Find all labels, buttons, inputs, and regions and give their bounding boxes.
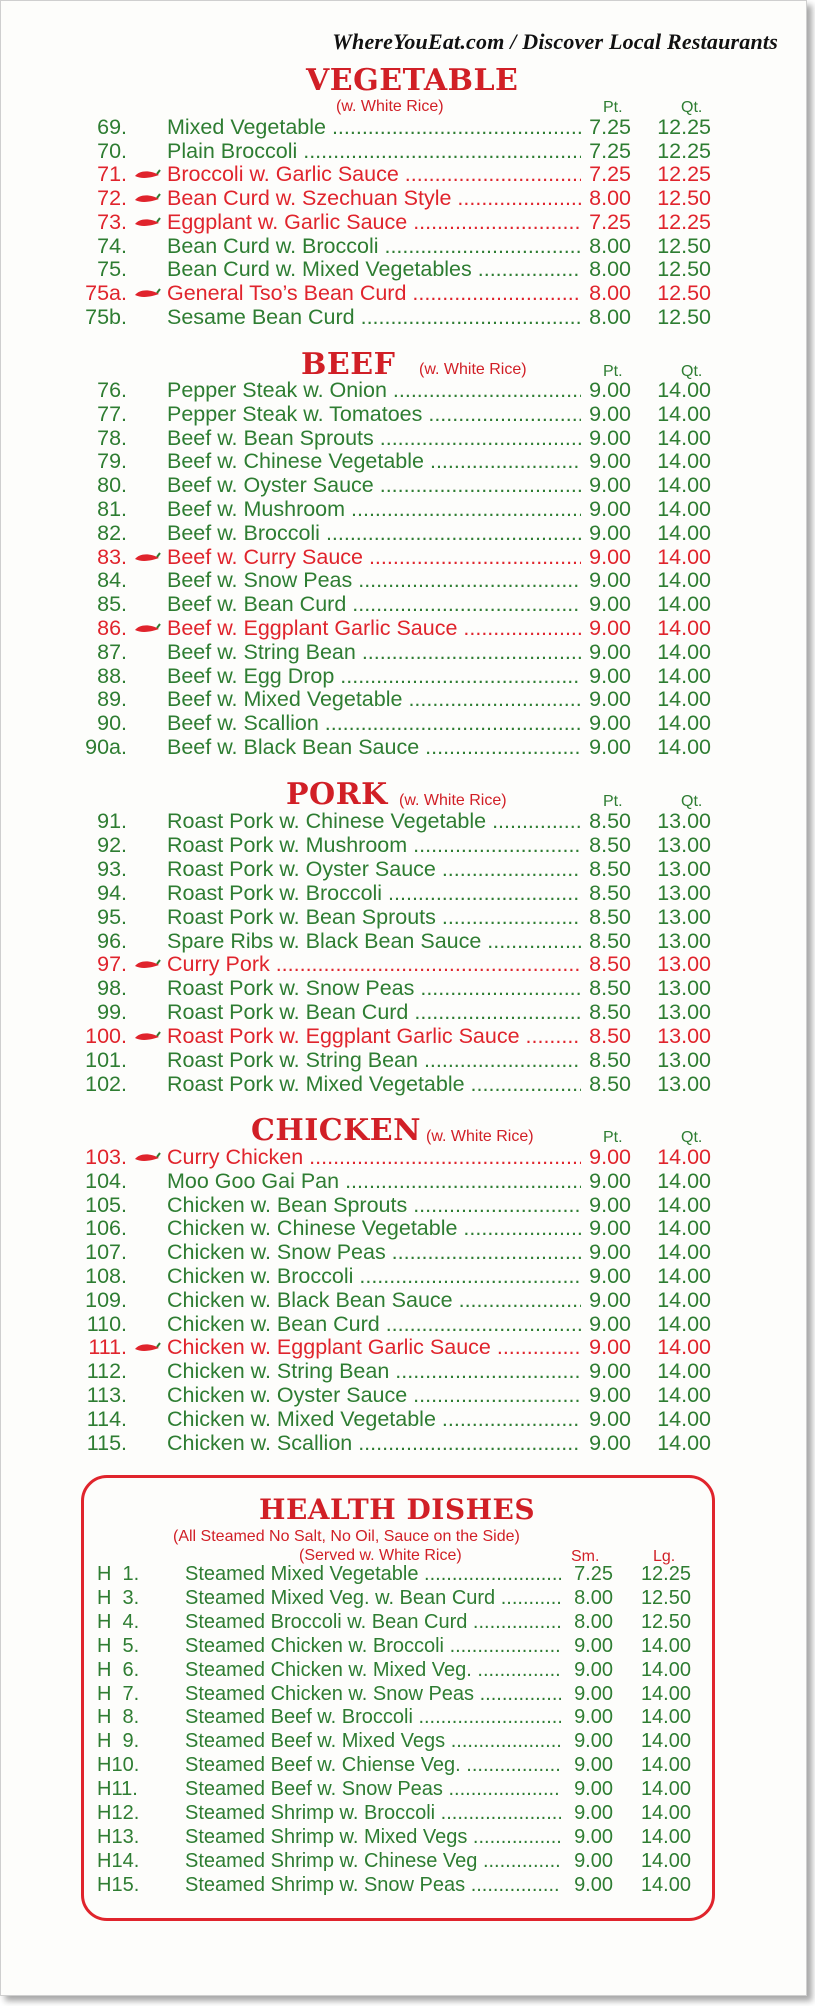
item-number: 77. (97, 401, 127, 426)
item-price-quart: 14.00 (657, 378, 711, 402)
item-number: 85. (97, 592, 127, 617)
health-subtitle-steamed: (All Steamed No Salt, No Oil, Sauce on the Side) (173, 1528, 520, 1545)
item-price-quart: 13.00 (657, 928, 711, 953)
item-price-quart: 13.00 (657, 832, 711, 857)
column-header-quart: Qt. (681, 793, 703, 810)
item-price-quart: 14.00 (657, 1430, 711, 1455)
item-name: Bean Curd w. Mixed Vegetables ..... (167, 257, 581, 282)
item-number: 82. (97, 520, 127, 545)
item-number: 96. (97, 928, 127, 953)
item-number: H10. (97, 1754, 140, 1777)
item-name: Plain Broccoli ..... (167, 139, 581, 164)
item-price-quart: 14.00 (657, 1359, 711, 1384)
item-price-pint: 9.00 (589, 1264, 631, 1288)
item-number: 102. (85, 1071, 127, 1096)
item-price-pint: 9.00 (589, 1240, 631, 1265)
health-subtitle-rice: (Served w. White Rice) (299, 1547, 462, 1564)
item-price-small: 9.00 (574, 1802, 613, 1824)
item-name: Mixed Vegetable ..... (167, 115, 581, 140)
item-price-large: 14.00 (640, 1682, 691, 1705)
item-number: 111. (88, 1335, 127, 1360)
item-price-quart: 14.00 (657, 1383, 711, 1407)
item-name: Beef w. String Bean ..... (167, 640, 581, 665)
item-name: Beef w. Black Bean Sauce ..... (167, 735, 581, 760)
item-number: 114. (86, 1406, 127, 1431)
item-price-pint: 9.00 (589, 711, 631, 736)
item-price-quart: 13.00 (657, 1048, 711, 1072)
item-name: Beef w. Broccoli ..... (167, 521, 581, 546)
item-price-large: 14.00 (640, 1849, 691, 1872)
item-number: H15. (97, 1873, 140, 1896)
item-price-large: 14.00 (640, 1873, 691, 1896)
item-price-quart: 14.00 (657, 1287, 711, 1312)
item-name: General Tso’s Bean Curd ..... (167, 281, 581, 306)
item-name: Broccoli w. Garlic Sauce ..... (167, 162, 581, 187)
item-number: 107. (85, 1240, 127, 1265)
item-price-pint: 9.00 (589, 1287, 631, 1312)
item-price-pint: 7.25 (589, 138, 631, 163)
item-price-quart: 14.00 (657, 1216, 711, 1241)
item-number: 90. (97, 711, 127, 736)
item-number: H 5. (97, 1634, 140, 1657)
item-price-quart: 12.50 (657, 280, 711, 305)
item-price-large: 14.00 (640, 1754, 691, 1777)
item-number: 99. (97, 1000, 127, 1025)
item-number: 75. (97, 257, 127, 282)
item-name: Beef w. Egg Drop ..... (167, 664, 581, 689)
item-number: 98. (97, 976, 127, 1001)
item-number: 75b. (85, 304, 127, 329)
item-number: 100. (85, 1024, 127, 1049)
item-number: 106. (85, 1216, 127, 1241)
item-price-quart: 13.00 (657, 1000, 711, 1025)
item-price-small: 9.00 (574, 1634, 613, 1657)
item-number: 83. (97, 544, 127, 569)
item-number: 101. (85, 1048, 127, 1072)
item-price-quart: 14.00 (657, 520, 711, 545)
item-name: Chicken w. Oyster Sauce ..... (167, 1383, 581, 1408)
item-number: 75a. (85, 280, 127, 305)
item-name: Moo Goo Gai Pan ..... (167, 1169, 581, 1194)
item-price-pint: 8.00 (589, 186, 631, 211)
item-price-pint: 9.00 (589, 1168, 631, 1193)
item-name: Beef w. Chinese Vegetable ..... (167, 449, 581, 474)
column-header-large: Lg. (653, 1548, 676, 1565)
item-price-large: 14.00 (640, 1825, 691, 1848)
item-number: 108. (85, 1264, 127, 1288)
column-header-small: Sm. (571, 1548, 600, 1565)
item-price-small: 9.00 (574, 1658, 613, 1681)
item-price-quart: 14.00 (657, 592, 711, 617)
item-price-small: 7.25 (574, 1563, 613, 1585)
item-price-small: 8.00 (574, 1586, 613, 1609)
item-number: H11. (97, 1778, 138, 1801)
chili-pepper-icon (133, 1147, 161, 1163)
item-price-quart: 14.00 (657, 449, 711, 474)
column-header-pint: Pt. (603, 1129, 623, 1146)
item-number: 81. (97, 497, 127, 521)
item-price-pint: 8.50 (589, 809, 631, 833)
item-number: 95. (97, 904, 127, 929)
item-price-small: 9.00 (574, 1849, 613, 1872)
item-price-pint: 8.50 (589, 1024, 631, 1049)
item-name: Steamed Beef w. Snow Peas ..... (185, 1778, 561, 1801)
item-price-quart: 14.00 (657, 425, 711, 450)
column-header-pint: Pt. (603, 99, 623, 116)
column-header-quart: Qt. (681, 363, 703, 380)
item-price-pint: 9.00 (589, 497, 631, 521)
item-number: 78. (97, 425, 127, 450)
item-name: Steamed Shrimp w. Mixed Vegs ..... (185, 1826, 561, 1849)
section-subtitle: (w. White Rice) (336, 98, 444, 115)
item-name: Chicken w. Broccoli ..... (167, 1264, 581, 1289)
item-number: H 3. (97, 1586, 140, 1609)
item-number: 115. (86, 1430, 127, 1455)
item-number: 92. (97, 832, 127, 857)
item-price-pint: 9.00 (589, 687, 631, 712)
item-number: 76. (97, 378, 127, 402)
item-name: Steamed Broccoli w. Bean Curd ..... (185, 1611, 561, 1634)
item-name: Steamed Beef w. Mixed Vegs ..... (185, 1730, 561, 1753)
item-price-pint: 8.50 (589, 1000, 631, 1025)
item-name: Roast Pork w. Bean Sprouts ..... (167, 905, 581, 930)
item-price-quart: 13.00 (657, 1024, 711, 1049)
item-price-quart: 12.25 (657, 138, 711, 163)
item-name: Roast Pork w. Chinese Vegetable ..... (167, 809, 581, 834)
item-name: Chicken w. Eggplant Garlic Sauce ..... (167, 1335, 581, 1360)
item-number: 93. (97, 856, 127, 881)
site-header[interactable]: WhereYouEat.com / Discover Local Restaurants (332, 29, 778, 54)
item-price-pint: 9.00 (589, 425, 631, 450)
item-price-small: 9.00 (574, 1706, 613, 1729)
item-name: Roast Pork w. Broccoli ..... (167, 881, 581, 906)
column-header-quart: Qt. (681, 99, 703, 116)
item-price-pint: 9.00 (589, 378, 631, 402)
item-number: 103. (85, 1145, 127, 1169)
item-name: Roast Pork w. Oyster Sauce ..... (167, 857, 581, 882)
item-price-pint: 9.00 (589, 1145, 631, 1169)
chili-pepper-icon (133, 1337, 161, 1353)
item-price-pint: 8.50 (589, 856, 631, 881)
item-name: Roast Pork w. String Bean ..... (167, 1048, 581, 1073)
section-subtitle: (w. White Rice) (426, 1128, 534, 1145)
item-name: Chicken w. Bean Sprouts ..... (167, 1193, 581, 1218)
item-price-pint: 9.00 (589, 616, 631, 640)
item-number: 104. (85, 1168, 127, 1193)
item-price-quart: 14.00 (657, 687, 711, 712)
item-name: Spare Ribs w. Black Bean Sauce ..... (167, 929, 581, 954)
item-number: 88. (97, 663, 127, 688)
item-price-quart: 13.00 (657, 809, 711, 833)
item-name: Steamed Mixed Veg. w. Bean Curd ..... (185, 1587, 561, 1610)
item-number: 73. (97, 209, 127, 234)
item-price-pint: 9.00 (589, 449, 631, 474)
item-name: Roast Pork w. Bean Curd ..... (167, 1000, 581, 1025)
item-name: Steamed Beef w. Chiense Veg. ..... (185, 1754, 561, 1777)
chili-pepper-icon (133, 283, 161, 299)
item-number: 105. (85, 1192, 127, 1217)
item-price-quart: 14.00 (657, 1240, 711, 1265)
item-name: Chicken w. Mixed Vegetable ..... (167, 1407, 581, 1432)
item-number: 71. (97, 162, 127, 187)
item-price-quart: 13.00 (657, 1071, 711, 1096)
item-price-large: 14.00 (640, 1778, 691, 1801)
item-price-pint: 8.50 (589, 904, 631, 929)
item-name: Chicken w. Snow Peas ..... (167, 1240, 581, 1265)
item-number: 113. (86, 1383, 127, 1407)
item-price-quart: 14.00 (657, 711, 711, 736)
item-price-quart: 12.25 (657, 209, 711, 234)
item-name: Eggplant w. Garlic Sauce ..... (167, 210, 581, 235)
item-number: 84. (97, 568, 127, 593)
item-number: 97. (97, 952, 127, 977)
column-header-quart: Qt. (681, 1129, 703, 1146)
item-name: Beef w. Scallion ..... (167, 711, 581, 736)
item-name: Chicken w. Bean Curd ..... (167, 1312, 581, 1337)
item-price-pint: 9.00 (589, 520, 631, 545)
section-subtitle: (w. White Rice) (399, 792, 507, 809)
item-name: Bean Curd w. Szechuan Style ..... (167, 186, 581, 211)
item-name: Beef w. Mushroom ..... (167, 497, 581, 522)
item-name: Chicken w. Black Bean Sauce ..... (167, 1288, 581, 1313)
item-name: Steamed Mixed Vegetable ..... (185, 1563, 561, 1586)
item-number: 87. (97, 639, 127, 664)
item-name: Curry Pork ..... (167, 952, 581, 977)
item-name: Steamed Shrimp w. Broccoli ..... (185, 1802, 561, 1825)
item-price-quart: 13.00 (657, 976, 711, 1001)
item-number: 90a. (85, 735, 127, 759)
item-price-pint: 9.00 (589, 735, 631, 759)
item-price-pint: 8.50 (589, 928, 631, 953)
item-price-pint: 8.00 (589, 233, 631, 258)
item-number: 109. (85, 1287, 127, 1312)
item-price-quart: 14.00 (657, 1406, 711, 1431)
item-price-pint: 9.00 (589, 1430, 631, 1455)
chili-pepper-icon (133, 188, 161, 204)
item-price-quart: 12.25 (657, 162, 711, 187)
section-title: CHICKEN (251, 1113, 421, 1148)
item-price-quart: 13.00 (657, 904, 711, 929)
item-price-quart: 14.00 (657, 663, 711, 688)
item-price-large: 12.25 (640, 1563, 691, 1585)
item-price-pint: 9.00 (589, 1359, 631, 1384)
item-price-quart: 14.00 (657, 544, 711, 569)
item-name: Steamed Chicken w. Snow Peas ..... (185, 1683, 561, 1706)
item-price-quart: 13.00 (657, 880, 711, 905)
item-price-quart: 14.00 (657, 568, 711, 593)
item-price-large: 14.00 (640, 1634, 691, 1657)
item-number: 70. (97, 138, 127, 163)
item-price-quart: 14.00 (657, 1311, 711, 1336)
item-name: Pepper Steak w. Tomatoes ..... (167, 402, 581, 427)
item-number: H14. (97, 1849, 140, 1872)
item-price-quart: 12.50 (657, 186, 711, 211)
column-header-pint: Pt. (603, 363, 623, 380)
item-number: 80. (97, 473, 127, 498)
item-name: Chicken w. Chinese Vegetable ..... (167, 1216, 581, 1241)
item-number: 86. (97, 616, 127, 640)
item-price-pint: 9.00 (589, 1383, 631, 1407)
item-price-pint: 9.00 (589, 639, 631, 664)
item-name: Beef w. Mixed Vegetable ..... (167, 687, 581, 712)
chili-pepper-icon (133, 164, 161, 180)
item-number: 110. (86, 1311, 127, 1336)
item-price-pint: 9.00 (589, 568, 631, 593)
item-price-quart: 12.50 (657, 233, 711, 258)
item-price-pint: 8.00 (589, 280, 631, 305)
item-name: Sesame Bean Curd ..... (167, 305, 581, 330)
section-title: HEALTH DISHES (259, 1493, 536, 1526)
item-price-pint: 8.50 (589, 976, 631, 1001)
item-number: H 4. (97, 1610, 140, 1633)
item-number: 74. (97, 233, 127, 258)
item-number: H 9. (97, 1730, 140, 1753)
item-name: Bean Curd w. Broccoli ..... (167, 234, 581, 259)
item-price-large: 12.50 (640, 1610, 691, 1633)
item-number: 72. (97, 186, 127, 211)
item-price-large: 14.00 (640, 1658, 691, 1681)
chili-pepper-icon (133, 547, 161, 563)
item-name: Steamed Shrimp w. Chinese Veg ..... (185, 1850, 561, 1873)
item-price-pint: 9.00 (589, 1216, 631, 1241)
item-name: Chicken w. String Bean ..... (167, 1359, 581, 1384)
item-price-large: 14.00 (640, 1706, 691, 1729)
item-price-quart: 12.50 (657, 304, 711, 329)
item-name: Beef w. Oyster Sauce ..... (167, 473, 581, 498)
item-name: Steamed Chicken w. Broccoli ..... (185, 1635, 561, 1658)
item-number: H 7. (97, 1682, 140, 1705)
chili-pepper-icon (133, 1026, 161, 1042)
item-number: 94. (97, 880, 127, 905)
chili-pepper-icon (133, 618, 161, 634)
item-number: 91. (97, 809, 127, 833)
item-price-pint: 9.00 (589, 1311, 631, 1336)
item-price-pint: 9.00 (589, 401, 631, 426)
item-price-pint: 8.50 (589, 952, 631, 977)
item-name: Roast Pork w. Mixed Vegetable ..... (167, 1072, 581, 1097)
item-number: 89. (97, 687, 127, 712)
item-price-large: 14.00 (640, 1802, 691, 1824)
item-name: Chicken w. Scallion ..... (167, 1431, 581, 1456)
item-name: Steamed Chicken w. Mixed Veg. ..... (185, 1659, 561, 1682)
item-name: Roast Pork w. Snow Peas ..... (167, 976, 581, 1001)
item-price-pint: 9.00 (589, 473, 631, 498)
item-price-pint: 7.25 (589, 162, 631, 187)
item-price-pint: 9.00 (589, 663, 631, 688)
item-price-quart: 14.00 (657, 616, 711, 640)
item-name: Curry Chicken ..... (167, 1145, 581, 1170)
item-price-small: 9.00 (574, 1730, 613, 1753)
item-price-pint: 8.50 (589, 1048, 631, 1072)
item-price-pint: 9.00 (589, 592, 631, 617)
item-price-quart: 14.00 (657, 1192, 711, 1217)
item-name: Beef w. Bean Curd ..... (167, 592, 581, 617)
item-price-pint: 8.00 (589, 257, 631, 282)
item-price-small: 8.00 (574, 1610, 613, 1633)
item-name: Roast Pork w. Eggplant Garlic Sauce ..... (167, 1024, 581, 1049)
item-name: Steamed Beef w. Broccoli ..... (185, 1706, 561, 1729)
item-number: 79. (97, 449, 127, 474)
item-price-pint: 8.50 (589, 832, 631, 857)
item-name: Beef w. Bean Sprouts ..... (167, 426, 581, 451)
section-title: BEEF (301, 347, 396, 382)
item-price-quart: 14.00 (657, 1264, 711, 1288)
item-price-quart: 14.00 (657, 497, 711, 521)
section-subtitle: (w. White Rice) (419, 361, 527, 378)
item-price-quart: 14.00 (657, 639, 711, 664)
item-price-quart: 12.50 (657, 257, 711, 282)
item-price-large: 14.00 (640, 1730, 691, 1753)
item-price-pint: 7.25 (589, 115, 631, 139)
item-price-quart: 13.00 (657, 856, 711, 881)
section-title: VEGETABLE (306, 63, 519, 98)
item-number: H 8. (97, 1706, 140, 1729)
item-price-pint: 8.00 (589, 304, 631, 329)
item-number: H12. (97, 1802, 140, 1824)
item-name: Beef w. Eggplant Garlic Sauce ..... (167, 616, 581, 641)
item-price-pint: 9.00 (589, 1335, 631, 1360)
item-number: H 6. (97, 1658, 140, 1681)
item-price-pint: 8.50 (589, 1071, 631, 1096)
item-price-quart: 14.00 (657, 401, 711, 426)
section-title: PORK (286, 777, 388, 812)
item-price-large: 12.50 (640, 1586, 691, 1609)
item-price-quart: 13.00 (657, 952, 711, 977)
item-price-small: 9.00 (574, 1682, 613, 1705)
item-price-quart: 14.00 (657, 735, 711, 759)
item-price-small: 9.00 (574, 1873, 613, 1896)
item-price-quart: 12.25 (657, 115, 711, 139)
item-name: Beef w. Curry Sauce ..... (167, 545, 581, 570)
item-number: 69. (97, 115, 127, 139)
item-price-pint: 8.50 (589, 880, 631, 905)
item-price-quart: 14.00 (657, 473, 711, 498)
item-price-quart: 14.00 (657, 1145, 711, 1169)
chili-pepper-icon (133, 954, 161, 970)
item-name: Roast Pork w. Mushroom ..... (167, 833, 581, 858)
item-name: Pepper Steak w. Onion ..... (167, 378, 581, 403)
item-price-small: 9.00 (574, 1825, 613, 1848)
item-number: H13. (97, 1825, 140, 1848)
item-number: 112. (86, 1359, 127, 1384)
chili-pepper-icon (133, 212, 161, 228)
item-price-small: 9.00 (574, 1778, 613, 1801)
item-price-pint: 7.25 (589, 209, 631, 234)
item-price-pint: 9.00 (589, 1406, 631, 1431)
column-header-pint: Pt. (603, 793, 623, 810)
item-price-pint: 9.00 (589, 544, 631, 569)
item-price-small: 9.00 (574, 1754, 613, 1777)
item-number: H 1. (97, 1563, 140, 1585)
item-price-quart: 14.00 (657, 1168, 711, 1193)
item-name: Beef w. Snow Peas ..... (167, 568, 581, 593)
item-name: Steamed Shrimp w. Snow Peas ..... (185, 1874, 561, 1897)
item-price-quart: 14.00 (657, 1335, 711, 1360)
item-price-pint: 9.00 (589, 1192, 631, 1217)
